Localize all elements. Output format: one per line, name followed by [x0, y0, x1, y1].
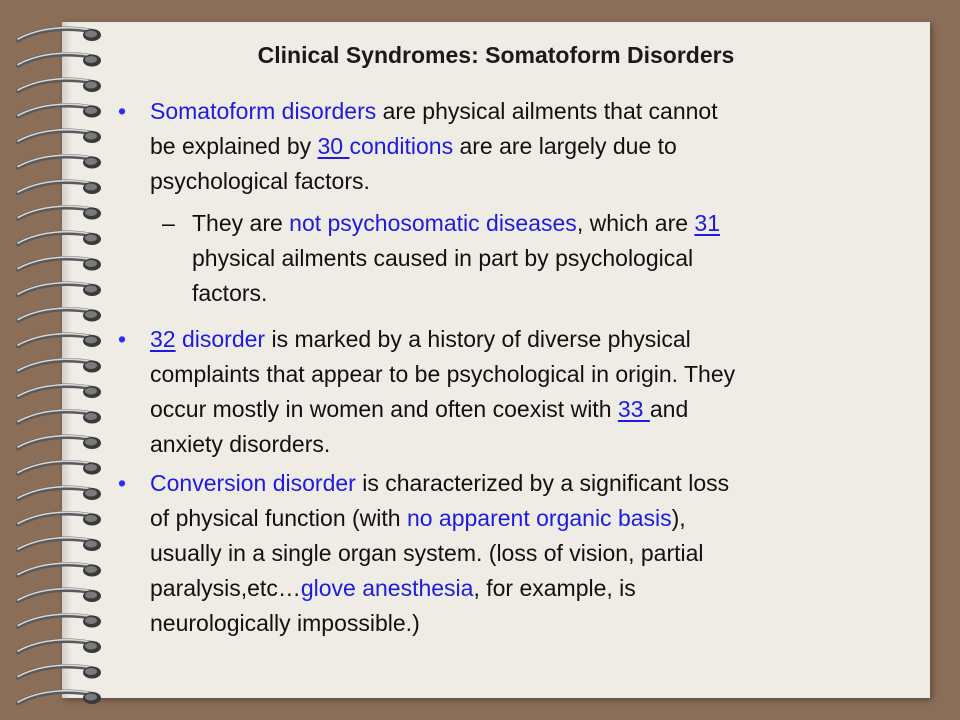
line	[150, 357, 920, 392]
bullet-disorder-32	[150, 322, 920, 462]
blank-33: 33	[617, 396, 650, 422]
term-psychosomatic: not psychosomatic diseases	[289, 210, 577, 236]
bullet-marker: •	[118, 98, 127, 124]
line	[150, 129, 910, 164]
text: are physical ailments that cannot	[376, 98, 718, 124]
text: usually in a single organ system. (loss of vision, partial	[150, 540, 704, 566]
line	[150, 606, 920, 641]
text: occur mostly in women and often coexist with	[150, 396, 618, 422]
text: be explained by	[150, 133, 318, 159]
text: factors.	[192, 280, 268, 306]
blank-32: 32	[150, 326, 176, 352]
line	[150, 392, 920, 427]
blank-31: 31	[694, 210, 721, 236]
line	[150, 94, 910, 129]
slide-title: Clinical Syndromes: Somatoform Disorders	[257, 42, 735, 68]
text: of physical function (with	[150, 505, 407, 531]
line	[150, 164, 910, 199]
term-somatoform: Somatoform disorders	[150, 98, 377, 124]
line	[150, 571, 920, 606]
text: neurologically impossible.)	[150, 610, 420, 636]
line	[150, 466, 920, 501]
text: physical ailments caused in part by psychological	[192, 245, 694, 271]
line	[150, 501, 920, 536]
text: , which are	[576, 210, 695, 236]
bullet-conversion	[150, 466, 920, 641]
term-disorder: disorder	[175, 326, 266, 352]
text: psychological factors.	[150, 168, 370, 194]
dash-marker: –	[162, 210, 175, 236]
term-conversion: Conversion disorder	[150, 470, 356, 496]
term-no-organic-basis: no apparent organic basis	[406, 505, 672, 531]
text: is marked by a history of diverse physical	[265, 326, 691, 352]
text: and	[649, 396, 689, 422]
bullet-marker: •	[118, 470, 127, 496]
line	[150, 322, 920, 357]
text: , for example, is	[473, 575, 636, 601]
sub-bullet-psychosomatic	[192, 206, 912, 311]
spiral-binding-icon	[0, 0, 110, 720]
bullet-somatoform	[150, 94, 910, 199]
line	[192, 276, 912, 311]
bullet-marker: •	[118, 326, 127, 352]
blank-30: 30	[317, 133, 350, 159]
text: anxiety disorders.	[150, 431, 331, 457]
term-conditions: conditions	[349, 133, 454, 159]
line	[150, 536, 920, 571]
text: is characterized by a significant loss	[355, 470, 730, 496]
text: ),	[671, 505, 686, 531]
term-glove-anesthesia: glove anesthesia	[300, 575, 474, 601]
line	[192, 206, 912, 241]
text: complaints that appear to be psychological in origin. They	[150, 361, 736, 387]
text: are are largely due to	[453, 133, 677, 159]
line	[150, 427, 920, 462]
line	[192, 241, 912, 276]
text: paralysis,etc…	[150, 575, 301, 601]
text: They are	[192, 210, 290, 236]
